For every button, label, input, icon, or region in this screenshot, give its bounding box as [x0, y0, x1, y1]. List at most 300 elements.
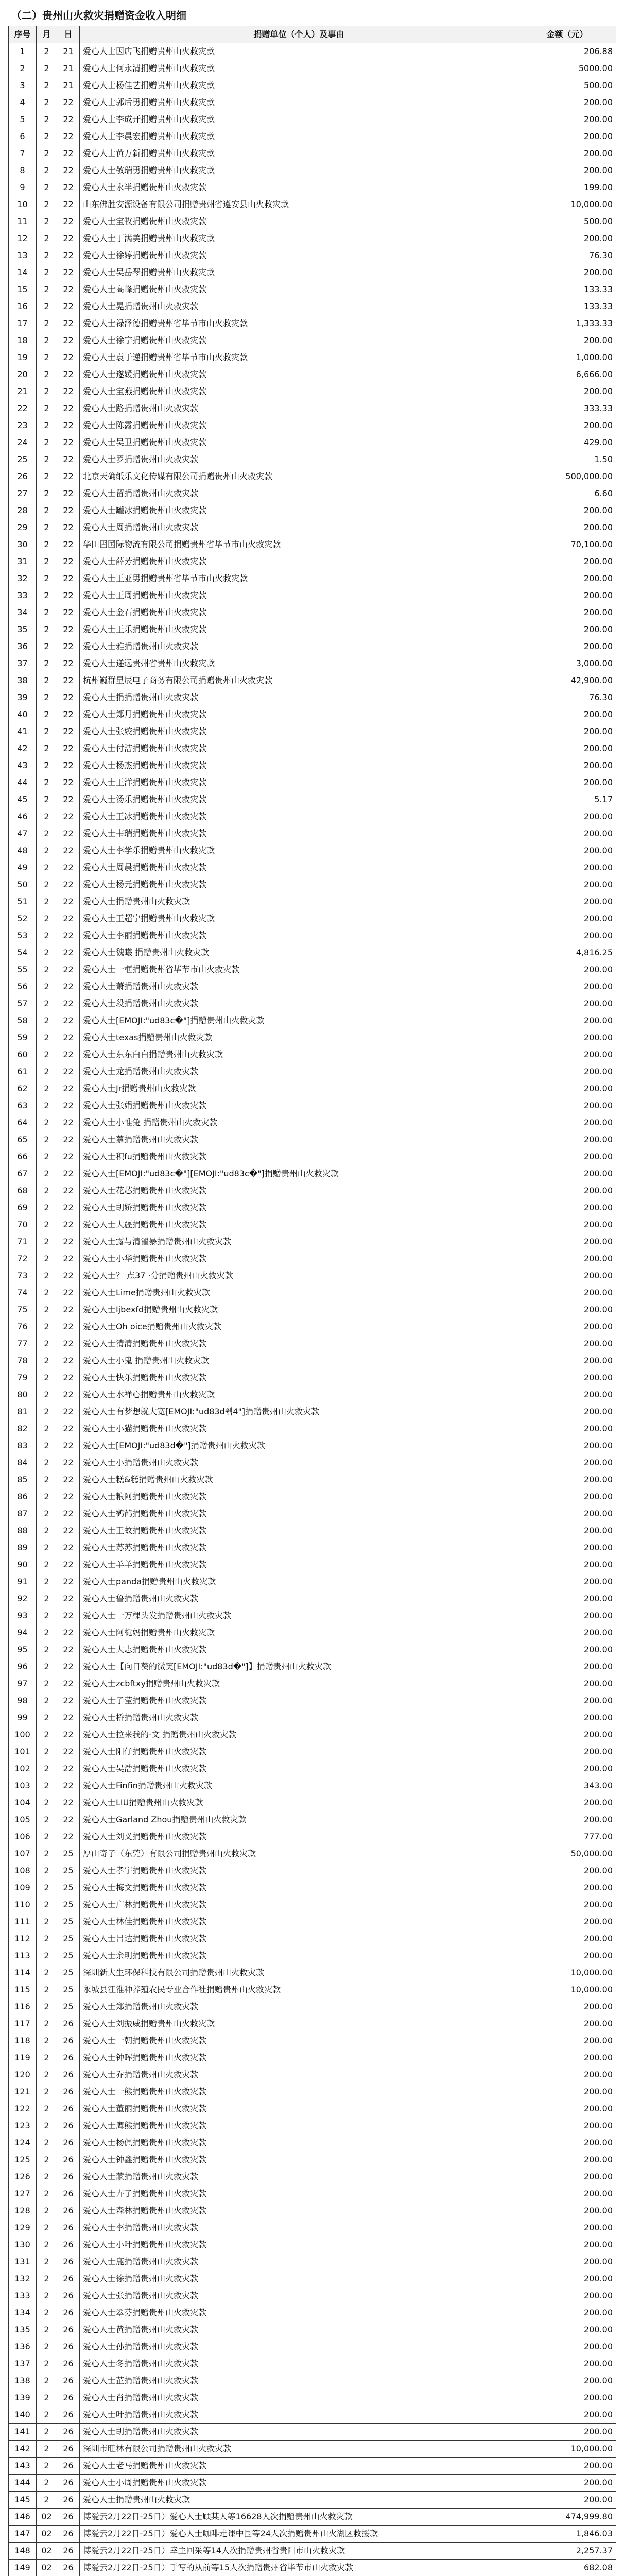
- row-amount: 200.00: [518, 638, 616, 655]
- page-title: （二）贵州山火救灾捐赠资金收入明细: [11, 9, 186, 22]
- row-index: 75: [9, 1301, 37, 1318]
- row-month: 2: [37, 1573, 57, 1590]
- row-donor: 爱心人士禄泽德捐赠贵州省毕节市山火救灾款: [80, 315, 518, 332]
- row-donor: 爱心人士李晨宏捐赠贵州山火救灾款: [80, 128, 518, 145]
- row-donor: 爱心人士胡娇捐赠贵州山火救灾款: [80, 1199, 518, 1216]
- row-month: 2: [37, 2441, 57, 2458]
- row-day: 22: [57, 519, 80, 536]
- row-donor: 爱心人士王超宁捐赠贵州山火救灾款: [80, 910, 518, 927]
- row-day: 22: [57, 1607, 80, 1624]
- table-row: [9, 1165, 616, 1182]
- table-row: [9, 213, 616, 230]
- row-month: 2: [37, 1318, 57, 1335]
- table-row: [9, 2304, 616, 2321]
- row-donor: 爱心人士[EMOJI:"ud83d�"]捐赠贵州山火救灾款: [80, 1437, 518, 1454]
- row-amount: 200.00: [518, 2458, 616, 2475]
- row-day: 22: [57, 1488, 80, 1505]
- row-donor: 华田固国际物流有限公司捐赠贵州省毕节市山火救灾款: [80, 536, 518, 553]
- row-day: 26: [57, 2458, 80, 2475]
- row-donor: 爱心人士清清捐赠贵州山火救灾款: [80, 1335, 518, 1352]
- row-day: 22: [57, 893, 80, 910]
- table-row: [9, 1947, 616, 1964]
- row-amount: 200.00: [518, 2372, 616, 2389]
- row-month: 2: [37, 1624, 57, 1641]
- row-day: 26: [57, 2509, 80, 2526]
- row-month: 2: [37, 1760, 57, 1777]
- column-header-month: 月: [37, 26, 57, 43]
- row-index: 84: [9, 1454, 37, 1471]
- row-amount: 200.00: [518, 1454, 616, 1471]
- row-month: 2: [37, 298, 57, 315]
- row-donor: 爱心人士乔捐赠贵州山火救灾款: [80, 2066, 518, 2083]
- table-row: [9, 2134, 616, 2151]
- row-day: 22: [57, 1556, 80, 1573]
- row-month: 2: [37, 468, 57, 485]
- row-amount: 200.00: [518, 893, 616, 910]
- row-month: 2: [37, 774, 57, 791]
- row-day: 22: [57, 349, 80, 366]
- row-day: 22: [57, 1114, 80, 1131]
- row-day: 22: [57, 111, 80, 128]
- row-amount: 200.00: [518, 2406, 616, 2424]
- table-row: [9, 145, 616, 162]
- row-month: 2: [37, 621, 57, 638]
- row-month: 2: [37, 400, 57, 417]
- row-month: 2: [37, 1216, 57, 1233]
- row-day: 22: [57, 842, 80, 859]
- row-index: 135: [9, 2321, 37, 2338]
- row-donor: 爱心人士高峰捐赠贵州山火救灾款: [80, 281, 518, 298]
- row-day: 26: [57, 2475, 80, 2492]
- row-day: 22: [57, 1284, 80, 1301]
- row-month: 2: [37, 2253, 57, 2270]
- row-index: 14: [9, 264, 37, 281]
- row-index: 47: [9, 825, 37, 842]
- row-amount: 200.00: [518, 1403, 616, 1420]
- row-amount: 200.00: [518, 1471, 616, 1488]
- table-row: [9, 2168, 616, 2185]
- row-donor: 爱心人士杨佳艺捐赠贵州山火救灾款: [80, 77, 518, 94]
- row-index: 147: [9, 2526, 37, 2543]
- row-day: 22: [57, 1624, 80, 1641]
- row-index: 48: [9, 842, 37, 859]
- row-donor: 永城县江淮种养殖农民专业合作社捐赠贵州山火救灾款: [80, 1981, 518, 1998]
- row-amount: 200.00: [518, 621, 616, 638]
- row-index: 125: [9, 2151, 37, 2168]
- row-month: 2: [37, 638, 57, 655]
- row-month: 2: [37, 1233, 57, 1250]
- row-donor: 爱心人士小叶捐赠贵州山火救灾款: [80, 2236, 518, 2253]
- row-month: 2: [37, 2049, 57, 2066]
- table-row: [9, 1182, 616, 1199]
- row-donor: 爱心人士大疆捐赠贵州山火救灾款: [80, 1216, 518, 1233]
- row-month: 2: [37, 1471, 57, 1488]
- row-index: 63: [9, 1097, 37, 1114]
- row-index: 113: [9, 1947, 37, 1964]
- row-donor: 爱心人士捐赠贵州山火救灾款: [80, 2492, 518, 2509]
- row-amount: 200.00: [518, 502, 616, 519]
- row-index: 112: [9, 1930, 37, 1947]
- row-month: 2: [37, 2424, 57, 2441]
- row-amount: 200.00: [518, 2185, 616, 2202]
- row-index: 126: [9, 2168, 37, 2185]
- table-row: [9, 723, 616, 740]
- row-month: 2: [37, 349, 57, 366]
- row-amount: 200.00: [518, 1131, 616, 1148]
- row-month: 2: [37, 689, 57, 706]
- row-donor: 爱心人士蒙捐赠贵州山火救灾款: [80, 2168, 518, 2185]
- row-month: 2: [37, 587, 57, 604]
- row-index: 134: [9, 2304, 37, 2321]
- row-day: 26: [57, 2338, 80, 2355]
- row-amount: 200.00: [518, 1930, 616, 1947]
- table-row: [9, 502, 616, 519]
- table-row: [9, 1794, 616, 1811]
- row-donor: 爱心人士Ijbexfd捐赠贵州山火救灾款: [80, 1301, 518, 1318]
- row-month: 2: [37, 111, 57, 128]
- row-month: 2: [37, 264, 57, 281]
- row-amount: 200.00: [518, 1369, 616, 1386]
- row-donor: 爱心人士郑月捐赠贵州山火救灾款: [80, 706, 518, 723]
- row-day: 25: [57, 1930, 80, 1947]
- row-day: 22: [57, 1692, 80, 1709]
- row-month: 2: [37, 43, 57, 60]
- row-amount: 200.00: [518, 2475, 616, 2492]
- row-month: 2: [37, 2287, 57, 2304]
- row-index: 97: [9, 1675, 37, 1692]
- row-amount: 200.00: [518, 2492, 616, 2509]
- row-donor: 博爱云2月22日-25日）幸主回采等14人次捐赠贵州省贵阳市山火救灾款: [80, 2543, 518, 2560]
- row-index: 87: [9, 1505, 37, 1522]
- table-row: [9, 1250, 616, 1267]
- row-donor: 爱心人士徐婷捐赠贵州山火救灾款: [80, 247, 518, 264]
- row-index: 3: [9, 77, 37, 94]
- row-donor: 爱心人士鹿捐赠贵州山火救灾款: [80, 2253, 518, 2270]
- row-month: 2: [37, 196, 57, 213]
- row-month: 2: [37, 2270, 57, 2287]
- table-row: [9, 1709, 616, 1726]
- row-amount: 200.00: [518, 2066, 616, 2083]
- table-row: [9, 638, 616, 655]
- row-donor: 爱心人士阳仔捐赠贵州山火救灾款: [80, 1743, 518, 1760]
- row-donor: 爱心人士捐赠贵州山火救灾款: [80, 893, 518, 910]
- row-donor: 爱心人士肖捐赠贵州山火救灾款: [80, 2389, 518, 2406]
- row-amount: 200.00: [518, 604, 616, 621]
- row-donor: 爱心人士小华捐赠贵州山火救灾款: [80, 1250, 518, 1267]
- table-row: [9, 2202, 616, 2219]
- row-month: 2: [37, 604, 57, 621]
- row-day: 22: [57, 1403, 80, 1420]
- row-month: 2: [37, 1148, 57, 1165]
- table-row: [9, 1301, 616, 1318]
- row-index: 57: [9, 995, 37, 1012]
- table-row: [9, 2219, 616, 2236]
- table-row: [9, 825, 616, 842]
- table-row: [9, 791, 616, 808]
- row-month: 2: [37, 1114, 57, 1131]
- row-amount: 10,000.00: [518, 196, 616, 213]
- row-month: 2: [37, 1896, 57, 1913]
- row-index: 74: [9, 1284, 37, 1301]
- row-donor: 爱心人士一朝捐赠贵州山火救灾款: [80, 2032, 518, 2049]
- row-index: 40: [9, 706, 37, 723]
- row-donor: 爱心人士李学乐捐赠贵州山火救灾款: [80, 842, 518, 859]
- table-row: [9, 2321, 616, 2338]
- row-day: 22: [57, 723, 80, 740]
- row-month: 2: [37, 1080, 57, 1097]
- row-index: 83: [9, 1437, 37, 1454]
- table-row: [9, 859, 616, 876]
- row-index: 64: [9, 1114, 37, 1131]
- row-index: 66: [9, 1148, 37, 1165]
- row-index: 43: [9, 757, 37, 774]
- row-donor: 深圳新大生环保科技有限公司捐赠贵州山火救灾款: [80, 1964, 518, 1981]
- row-donor: 爱心人士[EMOJI:"ud83c�"][EMOJI:"ud83c�"]捐赠贵州山火救灾款: [80, 1165, 518, 1182]
- row-amount: 200.00: [518, 961, 616, 978]
- row-index: 56: [9, 978, 37, 995]
- row-month: 02: [37, 2543, 57, 2560]
- row-day: 22: [57, 859, 80, 876]
- row-day: 25: [57, 1896, 80, 1913]
- row-index: 88: [9, 1522, 37, 1539]
- table-row: [9, 2185, 616, 2202]
- row-day: 26: [57, 2543, 80, 2560]
- row-index: 145: [9, 2492, 37, 2509]
- row-month: 02: [37, 2509, 57, 2526]
- row-day: 22: [57, 825, 80, 842]
- table-row: [9, 1726, 616, 1743]
- row-day: 25: [57, 1913, 80, 1930]
- row-day: 22: [57, 604, 80, 621]
- row-month: 2: [37, 1403, 57, 1420]
- table-row: [9, 842, 616, 859]
- row-donor: 爱心人士苏苏捐赠贵州山火救灾款: [80, 1539, 518, 1556]
- table-row: [9, 400, 616, 417]
- row-donor: 爱心人士王乐捐赠贵州山火救灾款: [80, 621, 518, 638]
- row-index: 140: [9, 2406, 37, 2424]
- row-index: 10: [9, 196, 37, 213]
- row-month: 2: [37, 2202, 57, 2219]
- row-day: 22: [57, 995, 80, 1012]
- row-donor: 爱心人士panda捐赠贵州山火救灾款: [80, 1573, 518, 1590]
- row-amount: 10,000.00: [518, 1964, 616, 1981]
- row-donor: 爱心人士永半捐赠贵州山火救灾款: [80, 179, 518, 196]
- row-month: 2: [37, 1641, 57, 1658]
- row-donor: 爱心人士东东白白捐赠贵州山火救灾款: [80, 1046, 518, 1063]
- row-month: 2: [37, 1012, 57, 1029]
- row-month: 2: [37, 162, 57, 179]
- row-donor: 爱心人士老马捐赠贵州山火救灾款: [80, 2458, 518, 2475]
- row-amount: 500.00: [518, 77, 616, 94]
- row-index: 72: [9, 1250, 37, 1267]
- table-row: [9, 655, 616, 672]
- table-row: [9, 2049, 616, 2066]
- table-row: [9, 2253, 616, 2270]
- row-index: 101: [9, 1743, 37, 1760]
- row-month: 2: [37, 961, 57, 978]
- row-donor: 爱心人士韦瑞捐赠贵州山火救灾款: [80, 825, 518, 842]
- row-amount: 200.00: [518, 859, 616, 876]
- row-index: 98: [9, 1692, 37, 1709]
- row-amount: 133.33: [518, 298, 616, 315]
- row-month: 2: [37, 1250, 57, 1267]
- row-index: 4: [9, 94, 37, 111]
- table-row: [9, 179, 616, 196]
- row-day: 25: [57, 1845, 80, 1862]
- row-month: 02: [37, 2560, 57, 2576]
- row-amount: 200.00: [518, 332, 616, 349]
- row-month: 2: [37, 995, 57, 1012]
- table-row: [9, 264, 616, 281]
- row-month: 2: [37, 570, 57, 587]
- row-amount: 200.00: [518, 145, 616, 162]
- row-amount: 1,000.00: [518, 349, 616, 366]
- row-amount: 200.00: [518, 1080, 616, 1097]
- table-row: [9, 1981, 616, 1998]
- row-index: 137: [9, 2355, 37, 2372]
- table-row: [9, 2117, 616, 2134]
- row-month: 2: [37, 1998, 57, 2015]
- row-index: 146: [9, 2509, 37, 2526]
- table-row: [9, 2151, 616, 2168]
- row-index: 143: [9, 2458, 37, 2475]
- table-row: [9, 2475, 616, 2492]
- table-row: [9, 1505, 616, 1522]
- row-amount: 200.00: [518, 1692, 616, 1709]
- row-amount: 200.00: [518, 706, 616, 723]
- row-donor: 爱心人士大志捐赠贵州山火救灾款: [80, 1641, 518, 1658]
- row-donor: 爱心人士冬捐赠贵州山火救灾款: [80, 2355, 518, 2372]
- row-amount: 200.00: [518, 519, 616, 536]
- table-row: [9, 2355, 616, 2372]
- row-day: 26: [57, 2168, 80, 2185]
- row-index: 20: [9, 366, 37, 383]
- table-row: [9, 2389, 616, 2406]
- row-amount: 200.00: [518, 757, 616, 774]
- row-index: 71: [9, 1233, 37, 1250]
- row-index: 2: [9, 60, 37, 77]
- row-day: 22: [57, 247, 80, 264]
- row-day: 22: [57, 162, 80, 179]
- row-donor: 爱心人士露与清濯暴捐赠贵州山火救灾款: [80, 1233, 518, 1250]
- row-donor: 爱心人士杨佩捐赠贵州山火救灾款: [80, 2134, 518, 2151]
- row-donor: 爱心人士小捐赠贵州山火救灾款: [80, 1454, 518, 1471]
- row-amount: 1.50: [518, 451, 616, 468]
- row-amount: 200.00: [518, 230, 616, 247]
- row-month: 2: [37, 281, 57, 298]
- row-day: 22: [57, 672, 80, 689]
- row-month: 2: [37, 2338, 57, 2355]
- row-donor: 爱心人士留捐赠贵州山火救灾款: [80, 485, 518, 502]
- row-index: 116: [9, 1998, 37, 2015]
- table-row: [9, 1675, 616, 1692]
- row-index: 95: [9, 1641, 37, 1658]
- row-amount: 200.00: [518, 723, 616, 740]
- table-row: [9, 77, 616, 94]
- row-amount: 4,816.25: [518, 944, 616, 961]
- row-month: 2: [37, 1777, 57, 1794]
- row-donor: 爱心人士吕达捐赠贵州山火救灾款: [80, 1930, 518, 1947]
- row-amount: 6.60: [518, 485, 616, 502]
- row-day: 26: [57, 2304, 80, 2321]
- row-day: 26: [57, 2117, 80, 2134]
- row-month: 2: [37, 1131, 57, 1148]
- row-month: 2: [37, 859, 57, 876]
- row-month: 2: [37, 1539, 57, 1556]
- row-donor: 爱心人士敬瑞勇捐赠贵州山火救灾款: [80, 162, 518, 179]
- row-day: 26: [57, 2134, 80, 2151]
- row-month: 2: [37, 1046, 57, 1063]
- row-day: 22: [57, 1369, 80, 1386]
- row-index: 91: [9, 1573, 37, 1590]
- table-row: [9, 1845, 616, 1862]
- row-index: 81: [9, 1403, 37, 1420]
- row-day: 26: [57, 2372, 80, 2389]
- row-index: 115: [9, 1981, 37, 1998]
- row-donor: 爱心人士余明捐赠贵州山火救灾款: [80, 1947, 518, 1964]
- table-row: [9, 383, 616, 400]
- row-donor: 博爱云2月22日-25日）爱心人士咖啡走课中国等24人次捐赠贵州山火湖区救援款: [80, 2526, 518, 2543]
- row-donor: 爱心人士孙捐赠贵州山火救灾款: [80, 2338, 518, 2355]
- row-donor: 爱心人士桥捐赠贵州山火救灾款: [80, 1709, 518, 1726]
- row-index: 38: [9, 672, 37, 689]
- table-row: [9, 1998, 616, 2015]
- row-amount: 2,257.37: [518, 2543, 616, 2560]
- row-index: 79: [9, 1369, 37, 1386]
- row-donor: 爱心人士孝宇捐赠贵州山火救灾款: [80, 1862, 518, 1879]
- row-day: 22: [57, 791, 80, 808]
- row-month: 2: [37, 315, 57, 332]
- table-row: [9, 1607, 616, 1624]
- row-index: 117: [9, 2015, 37, 2032]
- row-month: 2: [37, 2355, 57, 2372]
- row-day: 22: [57, 128, 80, 145]
- row-day: 22: [57, 553, 80, 570]
- row-month: 2: [37, 213, 57, 230]
- row-day: 22: [57, 1420, 80, 1437]
- row-donor: 爱心人士雅捐赠贵州山火救灾款: [80, 638, 518, 655]
- table-row: [9, 247, 616, 264]
- row-day: 22: [57, 1080, 80, 1097]
- row-day: 22: [57, 1522, 80, 1539]
- row-amount: 200.00: [518, 2287, 616, 2304]
- row-month: 2: [37, 706, 57, 723]
- row-amount: 200.00: [518, 2083, 616, 2100]
- row-donor: 爱心人士texas捐赠贵州山火救灾款: [80, 1029, 518, 1046]
- row-donor: 爱心人士芷捐赠贵州山火救灾款: [80, 2372, 518, 2389]
- row-amount: 133.33: [518, 281, 616, 298]
- donation-table: [8, 26, 616, 2576]
- table-row: [9, 876, 616, 893]
- row-day: 22: [57, 1641, 80, 1658]
- row-day: 26: [57, 2355, 80, 2372]
- row-donor: 爱心人士王洋捐赠贵州山火救灾款: [80, 774, 518, 791]
- row-day: 22: [57, 706, 80, 723]
- table-row: [9, 2543, 616, 2560]
- row-day: 22: [57, 961, 80, 978]
- table-row: [9, 1879, 616, 1896]
- table-row: [9, 2406, 616, 2424]
- row-month: 2: [37, 791, 57, 808]
- row-index: 68: [9, 1182, 37, 1199]
- row-donor: 爱心人士子莹捐赠贵州山火救灾款: [80, 1692, 518, 1709]
- row-month: 2: [37, 485, 57, 502]
- row-amount: 70,100.00: [518, 536, 616, 553]
- row-amount: 5.17: [518, 791, 616, 808]
- row-amount: 200.00: [518, 740, 616, 757]
- row-donor: 爱心人士水禅心捐赠贵州山火救灾款: [80, 1386, 518, 1403]
- table-row: [9, 1148, 616, 1165]
